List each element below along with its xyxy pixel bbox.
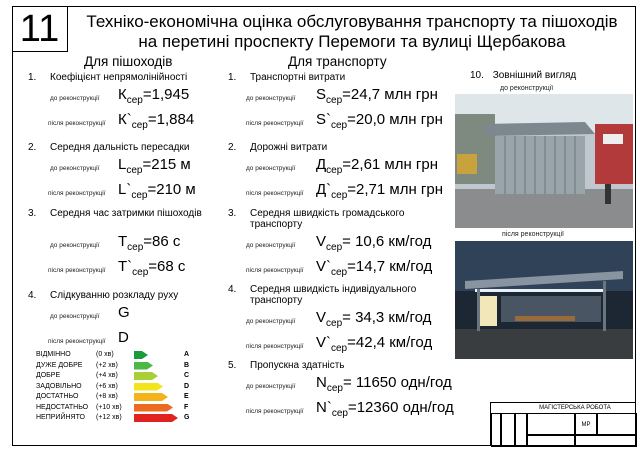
- formula-symbol: L`: [118, 181, 132, 198]
- formula: [316, 258, 432, 278]
- stamp-cell: [527, 435, 575, 447]
- item-label: Середня дальність пересадки: [50, 142, 190, 153]
- formula: [118, 86, 189, 106]
- formula: [316, 156, 438, 176]
- legend-row: [36, 382, 196, 392]
- formula-value: =2,71 млн грн: [347, 181, 444, 198]
- legend-row: [36, 371, 196, 381]
- item-label: Дорожні витрати: [250, 142, 328, 153]
- formula: [118, 111, 194, 131]
- legend-letter: E: [184, 393, 189, 400]
- formula-symbol: D: [118, 329, 129, 346]
- pedestrians-header: Для пішоходів: [84, 54, 173, 69]
- legend-score: (+6 хв): [96, 382, 118, 390]
- legend-bar: [134, 383, 163, 391]
- appearance-num: 10.: [470, 70, 484, 81]
- formula-subscript: сер: [331, 190, 348, 201]
- item-number: 2.: [228, 142, 237, 153]
- formula-symbol: V: [316, 233, 327, 250]
- item-label: Транспортні витрати: [250, 72, 346, 83]
- item-number: 1.: [28, 72, 37, 83]
- formula: [118, 156, 191, 176]
- formula-value: = 11650 одн/год: [342, 374, 452, 391]
- formula-subscript: сер: [331, 267, 348, 278]
- formula-symbol: Д: [316, 156, 327, 173]
- formula-subscript: сер: [127, 242, 144, 253]
- stamp-cell: [501, 413, 515, 447]
- after-label: після реконструкції: [246, 343, 304, 350]
- formula: [316, 374, 452, 394]
- formula-value: =1,945: [142, 86, 190, 103]
- formula-symbol: V`: [316, 258, 331, 275]
- item-label: Середня швидкість індивідуального транспорту: [250, 284, 417, 306]
- item-number: 3.: [228, 208, 237, 219]
- formula: [118, 258, 185, 278]
- appearance-before-label: до реконструкції: [500, 85, 554, 92]
- legend-letter: D: [184, 382, 190, 390]
- stamp-mark: МР: [575, 413, 597, 435]
- legend-name: ДОБРЕ: [36, 372, 61, 379]
- formula-value: = 10,6 км/год: [342, 233, 432, 250]
- formula-value: =1,884: [147, 111, 195, 128]
- formula-value: =210 м: [147, 181, 196, 198]
- legend-letter: C: [184, 372, 190, 379]
- stamp-cell: [597, 413, 637, 435]
- legend-name: ДУЖЕ ДОБРЕ: [36, 361, 83, 369]
- after-label: після реконструкції: [246, 267, 304, 274]
- formula-value: =215 м: [142, 156, 191, 173]
- legend-row: [36, 403, 196, 413]
- legend-bar: [134, 351, 148, 359]
- before-label: до реконструкції: [50, 165, 100, 172]
- formula: [118, 329, 129, 349]
- photo-after: [455, 241, 633, 359]
- formula-value: =86 с: [143, 233, 181, 250]
- item-label: Середня час затримки пішоходів: [50, 208, 202, 219]
- before-label: до реконструкції: [50, 95, 100, 102]
- legend-score: (+2 хв): [96, 361, 118, 369]
- legend-score: (+4 хв): [96, 372, 118, 379]
- item-number: 4.: [228, 284, 237, 295]
- legend-score: (+10 хв): [96, 403, 122, 411]
- stamp-cell: [491, 413, 501, 447]
- formula-symbol: G: [118, 304, 130, 321]
- before-label: до реконструкції: [246, 165, 296, 172]
- formula: [118, 233, 180, 253]
- before-label: до реконструкції: [50, 313, 100, 320]
- rating-legend: [36, 350, 196, 426]
- appearance-heading: [470, 70, 576, 81]
- stamp-title: МАГІСТЕРСЬКА РОБОТА: [539, 405, 611, 411]
- legend-letter: G: [184, 414, 190, 421]
- title-block: [490, 402, 636, 446]
- formula-value: =12360 одн/год: [347, 399, 454, 416]
- item-label: Середня швидкість громадського транспорту: [250, 208, 405, 230]
- transport-header: Для транспорту: [288, 54, 387, 69]
- stamp-cell: [527, 413, 575, 435]
- legend-name: ВІДМІННО: [36, 351, 71, 358]
- formula-subscript: сер: [331, 120, 348, 131]
- formula-symbol: S`: [316, 111, 331, 128]
- formula-symbol: К: [118, 86, 127, 103]
- legend-score: (0 хв): [96, 351, 114, 358]
- stamp-cell: [515, 413, 527, 447]
- legend-score: (+12 хв): [96, 414, 122, 421]
- after-label: після реконструкції: [48, 190, 106, 197]
- formula-symbol: Т: [118, 233, 128, 250]
- formula-value: =20,0 млн грн: [347, 111, 443, 128]
- stamp-cell: [575, 435, 637, 447]
- before-label: до реконструкції: [246, 95, 296, 102]
- after-label: після реконструкції: [48, 338, 106, 345]
- legend-letter: B: [184, 361, 190, 369]
- formula: [316, 399, 454, 419]
- formula-subscript: сер: [132, 267, 149, 278]
- item-number: 2.: [28, 142, 37, 153]
- formula-value: =42,4 км/год: [347, 334, 433, 351]
- formula-value: =14,7 км/год: [347, 258, 433, 275]
- title-line-2: на перетині проспекту Перемоги та вулиці Щербакова: [138, 32, 566, 51]
- photo-before: [455, 94, 633, 228]
- formula-subscript: сер: [326, 383, 343, 394]
- appearance-label: Зовнішний вигляд: [492, 70, 577, 81]
- formula-symbol: К`: [118, 111, 132, 128]
- formula-subscript: сер: [131, 190, 148, 201]
- formula: [316, 233, 431, 253]
- legend-letter: A: [184, 351, 190, 358]
- before-label: до реконструкції: [50, 242, 100, 249]
- legend-bar: [134, 393, 168, 401]
- formula-symbol: N`: [316, 399, 332, 416]
- item-number: 5.: [228, 360, 237, 371]
- formula: [316, 86, 438, 106]
- legend-row: [36, 361, 196, 371]
- item-label: Слідкуванню розкладу руху: [50, 290, 179, 301]
- page-title: [72, 12, 632, 52]
- sheet-number: 11: [12, 6, 68, 52]
- legend-row: [36, 413, 196, 423]
- formula-subscript: сер: [326, 165, 343, 176]
- formula-value: = 34,3 км/год: [342, 309, 432, 326]
- after-label: після реконструкції: [48, 267, 106, 274]
- formula-symbol: Д`: [316, 181, 332, 198]
- legend-name: ДОСТАТНЬО: [36, 393, 79, 400]
- after-label: після реконструкції: [246, 120, 304, 127]
- formula-symbol: V: [316, 309, 327, 326]
- legend-bar: [134, 372, 158, 380]
- formula-subscript: сер: [331, 408, 348, 419]
- item-number: 1.: [228, 72, 237, 83]
- item-number: 4.: [28, 290, 37, 301]
- formula: [316, 334, 432, 354]
- formula-symbol: Т`: [118, 258, 133, 275]
- legend-bar: [134, 414, 178, 422]
- legend-row: [36, 350, 196, 360]
- formula-value: =24,7 млн грн: [342, 86, 438, 103]
- legend-score: (+8 хв): [96, 393, 118, 400]
- formula: [316, 181, 443, 201]
- appearance-after-label: після реконструкції: [502, 231, 564, 238]
- title-line-1: Техніко-економічна оцінка обслуговування транспорту та пішоходів: [86, 12, 618, 31]
- legend-bar: [134, 362, 153, 370]
- formula-symbol: V`: [316, 334, 331, 351]
- legend-row: [36, 392, 196, 402]
- legend-bar: [134, 404, 173, 412]
- formula: [316, 309, 431, 329]
- formula: [118, 304, 130, 324]
- legend-name: НЕДОСТАТНЬО: [36, 403, 89, 411]
- formula-symbol: L: [118, 156, 127, 173]
- formula-value: =2,61 млн грн: [342, 156, 439, 173]
- formula-subscript: сер: [331, 343, 348, 354]
- before-label: до реконструкції: [246, 383, 296, 390]
- formula-symbol: N: [316, 374, 327, 391]
- item-number: 3.: [28, 208, 37, 219]
- formula-subscript: сер: [326, 95, 343, 106]
- before-label: до реконструкції: [246, 318, 296, 325]
- legend-name: НЕПРИЙНЯТО: [36, 414, 86, 421]
- formula: [118, 181, 196, 201]
- after-label: після реконструкції: [246, 190, 304, 197]
- item-label: Пропускна здатність: [250, 360, 345, 371]
- formula-subscript: сер: [126, 165, 143, 176]
- formula-subscript: сер: [126, 95, 143, 106]
- before-label: до реконструкції: [246, 242, 296, 249]
- after-label: після реконструкції: [246, 408, 304, 415]
- item-label: Коефіцієнт непрямолінійності: [50, 72, 188, 83]
- legend-name: ЗАДОВІЛЬНО: [36, 382, 82, 390]
- formula-subscript: сер: [326, 242, 343, 253]
- formula-value: =68 с: [148, 258, 186, 275]
- formula: [316, 111, 443, 131]
- legend-letter: F: [184, 403, 189, 411]
- after-label: після реконструкції: [48, 120, 106, 127]
- formula-subscript: сер: [131, 120, 148, 131]
- formula-subscript: сер: [326, 318, 343, 329]
- formula-symbol: S: [316, 86, 327, 103]
